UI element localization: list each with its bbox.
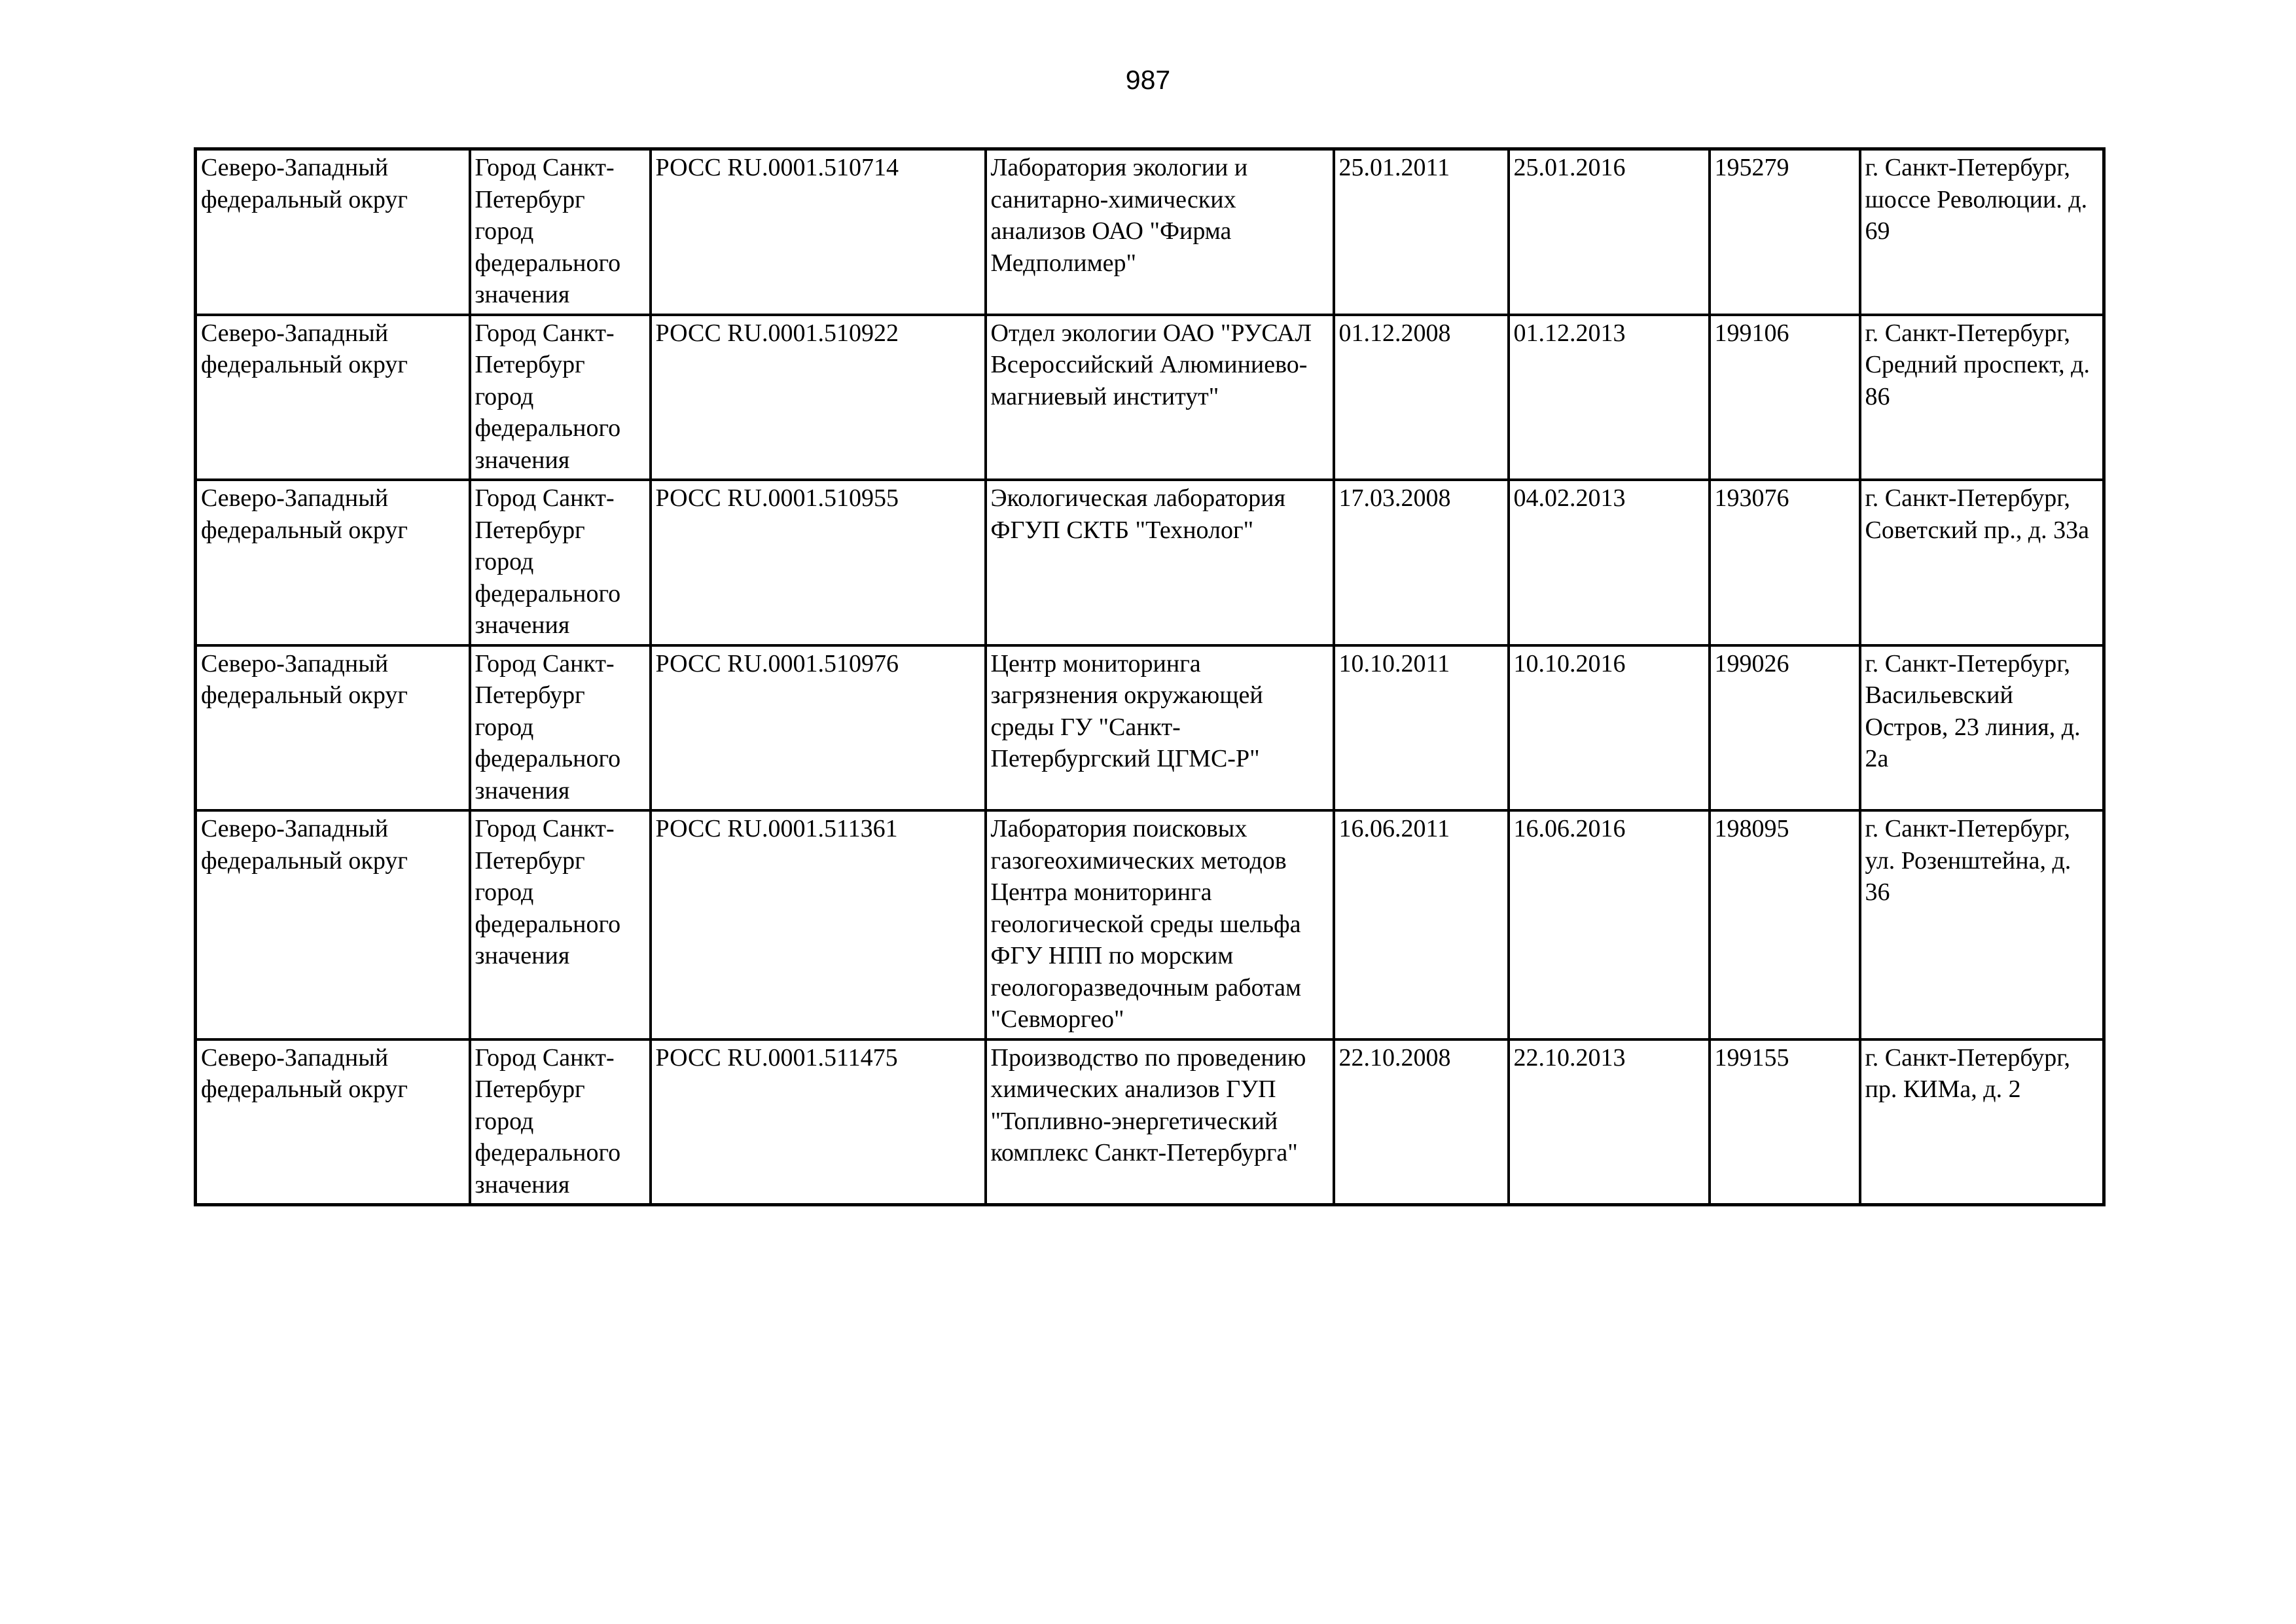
- postal-index-cell: 193076: [1710, 480, 1860, 645]
- date-expires-cell: 22.10.2013: [1509, 1039, 1710, 1205]
- date-expires-cell: 01.12.2013: [1509, 315, 1710, 480]
- postal-index-cell: 199155: [1710, 1039, 1860, 1205]
- page-number: 987: [1125, 65, 1171, 95]
- postal-index-cell: 199106: [1710, 315, 1860, 480]
- date-issued-cell: 10.10.2011: [1334, 645, 1509, 811]
- region-cell: Город Санкт-Петербург город федерального значения: [470, 315, 651, 480]
- address-cell: г. Санкт-Петербург, шоссе Революции. д. 69: [1860, 149, 2104, 315]
- date-expires-cell: 16.06.2016: [1509, 810, 1710, 1039]
- laboratory-name-cell: Лаборатория поисковых газогеохимических методов Центра мониторинга геологической среды шельфа ФГУ НПП по морским геологоразведочным работам "Севморгео": [986, 810, 1334, 1039]
- region-cell: Город Санкт-Петербург город федерального значения: [470, 810, 651, 1039]
- federal-district-cell: Северо-Западный федеральный округ: [196, 149, 470, 315]
- region-cell: Город Санкт-Петербург город федерального значения: [470, 645, 651, 811]
- address-cell: г. Санкт-Петербург, Васильевский Остров, 23 линия, д. 2а: [1860, 645, 2104, 811]
- region-cell: Город Санкт-Петербург город федерального значения: [470, 480, 651, 645]
- laboratory-name-cell: Центр мониторинга загрязнения окружающей среды ГУ "Санкт-Петербургский ЦГМС-Р": [986, 645, 1334, 811]
- registration-number-cell: РОСС RU.0001.511361: [651, 810, 986, 1039]
- registration-number-cell: РОСС RU.0001.510714: [651, 149, 986, 315]
- laboratory-name-cell: Лаборатория экологии и санитарно-химических анализов ОАО "Фирма Медполимер": [986, 149, 1334, 315]
- date-issued-cell: 22.10.2008: [1334, 1039, 1509, 1205]
- registration-number-cell: РОСС RU.0001.511475: [651, 1039, 986, 1205]
- laboratory-name-cell: Производство по проведению химических анализов ГУП "Топливно-энергетический комплекс Санкт-Петербурга": [986, 1039, 1334, 1205]
- date-issued-cell: 25.01.2011: [1334, 149, 1509, 315]
- federal-district-cell: Северо-Западный федеральный округ: [196, 810, 470, 1039]
- address-cell: г. Санкт-Петербург, пр. КИМа, д. 2: [1860, 1039, 2104, 1205]
- region-cell: Город Санкт-Петербург город федерального значения: [470, 149, 651, 315]
- date-issued-cell: 01.12.2008: [1334, 315, 1509, 480]
- table-row: [196, 315, 2104, 480]
- address-cell: г. Санкт-Петербург, Советский пр., д. 33а: [1860, 480, 2104, 645]
- date-expires-cell: 10.10.2016: [1509, 645, 1710, 811]
- federal-district-cell: Северо-Западный федеральный округ: [196, 315, 470, 480]
- table-row: [196, 1039, 2104, 1205]
- table-row: [196, 645, 2104, 811]
- address-cell: г. Санкт-Петербург, Средний проспект, д. 86: [1860, 315, 2104, 480]
- registration-number-cell: РОСС RU.0001.510922: [651, 315, 986, 480]
- postal-index-cell: 195279: [1710, 149, 1860, 315]
- date-expires-cell: 04.02.2013: [1509, 480, 1710, 645]
- region-cell: Город Санкт-Петербург город федерального значения: [470, 1039, 651, 1205]
- date-expires-cell: 25.01.2016: [1509, 149, 1710, 315]
- address-cell: г. Санкт-Петербург, ул. Розенштейна, д. 36: [1860, 810, 2104, 1039]
- registration-number-cell: РОСС RU.0001.510976: [651, 645, 986, 811]
- table-row: [196, 149, 2104, 315]
- federal-district-cell: Северо-Западный федеральный округ: [196, 1039, 470, 1205]
- federal-district-cell: Северо-Западный федеральный округ: [196, 480, 470, 645]
- postal-index-cell: 198095: [1710, 810, 1860, 1039]
- table-row: [196, 480, 2104, 645]
- registration-number-cell: РОСС RU.0001.510955: [651, 480, 986, 645]
- laboratory-name-cell: Отдел экологии ОАО "РУСАЛ Всероссийский Алюминиево-магниевый институт": [986, 315, 1334, 480]
- date-issued-cell: 16.06.2011: [1334, 810, 1509, 1039]
- laboratory-registry-table: [194, 147, 2106, 1206]
- federal-district-cell: Северо-Западный федеральный округ: [196, 645, 470, 811]
- postal-index-cell: 199026: [1710, 645, 1860, 811]
- laboratory-name-cell: Экологическая лаборатория ФГУП СКТБ "Технолог": [986, 480, 1334, 645]
- date-issued-cell: 17.03.2008: [1334, 480, 1509, 645]
- table-row: [196, 810, 2104, 1039]
